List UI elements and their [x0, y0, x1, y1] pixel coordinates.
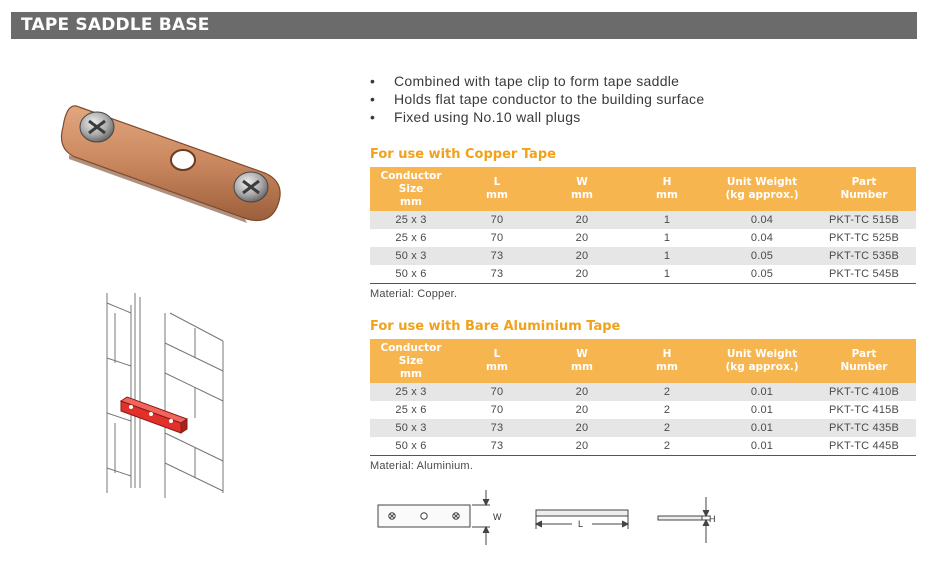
- table-row: 50 x 3 73 20 1 0.05 PKT-TC 535B: [370, 247, 916, 265]
- dimension-diagram: [372, 485, 722, 550]
- col-header-conductor: Conductor Size mm: [370, 167, 452, 211]
- aluminium-spec-table: [370, 339, 916, 456]
- col-header-l: L mm: [452, 167, 542, 211]
- screw-icon: [80, 112, 114, 142]
- col-header-part: Part Number: [812, 167, 916, 211]
- aluminium-material-note: Material: Aluminium.: [370, 460, 474, 472]
- installation-drawing: [95, 283, 235, 503]
- screw-icon: [234, 172, 268, 202]
- product-photo: [55, 85, 305, 235]
- feature-item: • Holds flat tape conductor to the building surface: [370, 91, 705, 107]
- col-header-h: H mm: [622, 167, 712, 211]
- page-title: TAPE SADDLE BASE: [11, 12, 917, 39]
- dimension-label-w: W: [493, 512, 502, 522]
- bullet-icon: •: [370, 73, 376, 89]
- feature-item: • Combined with tape clip to form tape saddle: [370, 73, 680, 89]
- col-header-conductor: Conductor Size mm: [370, 339, 452, 383]
- table-row: 25 x 6 70 20 1 0.04 PKT-TC 525B: [395, 232, 900, 244]
- col-header-h: H mm: [622, 339, 712, 383]
- table-header-row: [370, 167, 916, 211]
- col-header-w: W mm: [542, 167, 622, 211]
- col-header-weight: Unit Weight (kg approx.): [712, 339, 812, 383]
- dimension-label-l: L: [578, 519, 584, 529]
- copper-spec-table: [370, 167, 916, 284]
- col-header-l: L mm: [452, 339, 542, 383]
- col-header-weight: Unit Weight (kg approx.): [712, 167, 812, 211]
- table-row: 50 x 6 73 20 2 0.01 PKT-TC 445B: [370, 437, 916, 455]
- table-row: 25 x 3 70 20 2 0.01 PKT-TC 410B: [370, 383, 916, 401]
- aluminium-section-heading: For use with Bare Aluminium Tape: [370, 319, 621, 334]
- copper-material-note: Material: Copper.: [370, 288, 458, 300]
- table-header-row: [370, 339, 916, 383]
- dimension-label-h: H: [709, 514, 716, 524]
- table-row: 25 x 3 70 20 1 0.04 PKT-TC 515B: [370, 211, 916, 229]
- col-header-part: Part Number: [812, 339, 916, 383]
- bullet-icon: •: [370, 109, 376, 125]
- copper-section-heading: For use with Copper Tape: [370, 147, 556, 162]
- col-header-w: W mm: [542, 339, 622, 383]
- table-row: 50 x 3 73 20 2 0.01 PKT-TC 435B: [370, 419, 916, 437]
- table-row: 25 x 6 70 20 2 0.01 PKT-TC 415B: [395, 404, 900, 416]
- feature-list: [370, 72, 704, 126]
- table-row: 50 x 6 73 20 1 0.05 PKT-TC 545B: [370, 265, 916, 283]
- bullet-icon: •: [370, 91, 376, 107]
- feature-item: • Fixed using No.10 wall plugs: [370, 109, 581, 125]
